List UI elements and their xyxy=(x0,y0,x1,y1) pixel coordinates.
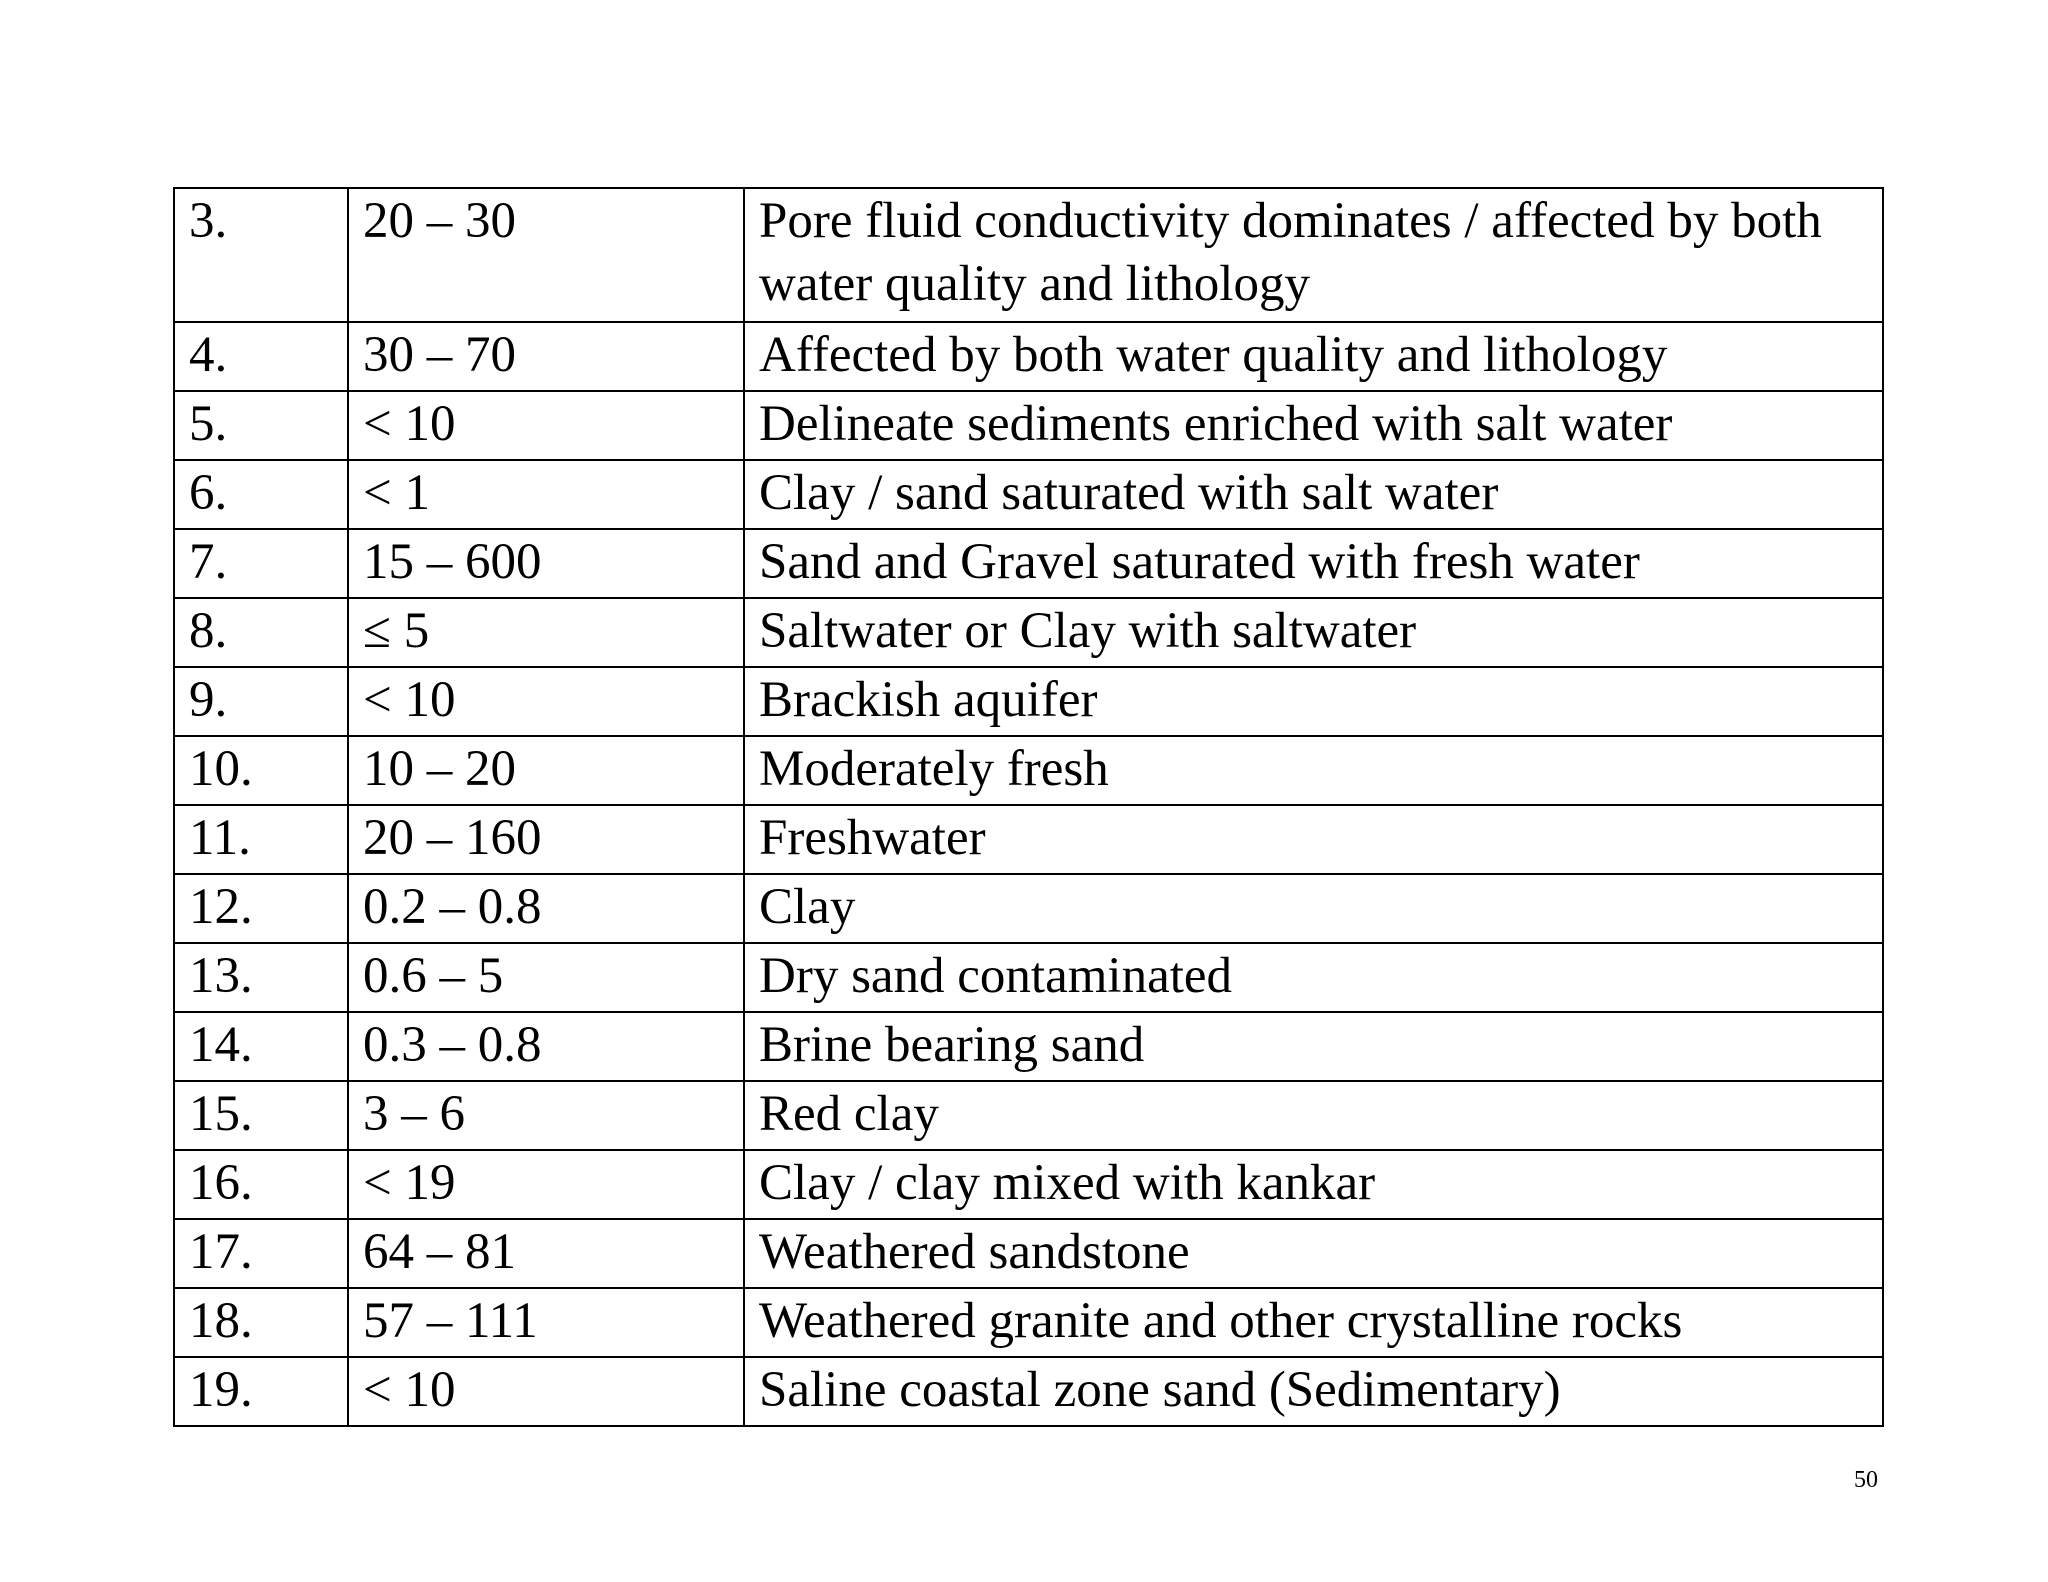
range-cell: < 10 xyxy=(348,391,744,460)
table-row xyxy=(174,1081,1883,1150)
table-row xyxy=(174,322,1883,391)
range-cell: 0.6 – 5 xyxy=(348,943,744,1012)
description-cell: Pore fluid conductivity dominates / affected by both water quality and lithology xyxy=(744,188,1883,322)
row-number-cell: 14. xyxy=(174,1012,348,1081)
row-number-cell: 7. xyxy=(174,529,348,598)
range-cell: 0.2 – 0.8 xyxy=(348,874,744,943)
table-row xyxy=(174,188,1883,322)
description-cell: Clay xyxy=(744,874,1883,943)
table-row xyxy=(174,1012,1883,1081)
description-cell: Delineate sediments enriched with salt water xyxy=(744,391,1883,460)
description-cell: Brackish aquifer xyxy=(744,667,1883,736)
range-cell: < 19 xyxy=(348,1150,744,1219)
range-cell: 0.3 – 0.8 xyxy=(348,1012,744,1081)
row-number-cell: 3. xyxy=(174,188,348,322)
range-cell: 10 – 20 xyxy=(348,736,744,805)
table-row xyxy=(174,1357,1883,1426)
description-cell: Weathered granite and other crystalline rocks xyxy=(744,1288,1883,1357)
description-cell: Dry sand contaminated xyxy=(744,943,1883,1012)
description-cell: Sand and Gravel saturated with fresh water xyxy=(744,529,1883,598)
row-number-cell: 4. xyxy=(174,322,348,391)
table-row xyxy=(174,1219,1883,1288)
description-cell: Clay / sand saturated with salt water xyxy=(744,460,1883,529)
row-number-cell: 10. xyxy=(174,736,348,805)
range-cell: 20 – 30 xyxy=(348,188,744,322)
range-cell: 15 – 600 xyxy=(348,529,744,598)
range-cell: 64 – 81 xyxy=(348,1219,744,1288)
row-number-cell: 15. xyxy=(174,1081,348,1150)
row-number-cell: 5. xyxy=(174,391,348,460)
table-row xyxy=(174,943,1883,1012)
row-number-cell: 13. xyxy=(174,943,348,1012)
range-cell: < 1 xyxy=(348,460,744,529)
row-number-cell: 17. xyxy=(174,1219,348,1288)
description-cell: Weathered sandstone xyxy=(744,1219,1883,1288)
row-number-cell: 8. xyxy=(174,598,348,667)
table-row xyxy=(174,598,1883,667)
range-cell: 3 – 6 xyxy=(348,1081,744,1150)
range-cell: ≤ 5 xyxy=(348,598,744,667)
description-cell: Red clay xyxy=(744,1081,1883,1150)
table-row xyxy=(174,529,1883,598)
row-number-cell: 6. xyxy=(174,460,348,529)
row-number-cell: 12. xyxy=(174,874,348,943)
table-row xyxy=(174,805,1883,874)
description-cell: Affected by both water quality and lithology xyxy=(744,322,1883,391)
range-cell: 20 – 160 xyxy=(348,805,744,874)
table-row xyxy=(174,460,1883,529)
table-row xyxy=(174,1288,1883,1357)
description-cell: Moderately fresh xyxy=(744,736,1883,805)
table-row xyxy=(174,391,1883,460)
row-number-cell: 9. xyxy=(174,667,348,736)
range-cell: < 10 xyxy=(348,1357,744,1426)
description-cell: Freshwater xyxy=(744,805,1883,874)
description-cell: Saline coastal zone sand (Sedimentary) xyxy=(744,1357,1883,1426)
row-number-cell: 11. xyxy=(174,805,348,874)
range-cell: 57 – 111 xyxy=(348,1288,744,1357)
range-cell: 30 – 70 xyxy=(348,322,744,391)
description-cell: Saltwater or Clay with saltwater xyxy=(744,598,1883,667)
row-number-cell: 18. xyxy=(174,1288,348,1357)
table-row xyxy=(174,874,1883,943)
table-row xyxy=(174,1150,1883,1219)
row-number-cell: 19. xyxy=(174,1357,348,1426)
table-body xyxy=(174,188,1883,1426)
table-row xyxy=(174,667,1883,736)
data-table xyxy=(173,187,1884,1427)
page-number: 50 xyxy=(1854,1467,1878,1493)
range-cell: < 10 xyxy=(348,667,744,736)
description-cell: Clay / clay mixed with kankar xyxy=(744,1150,1883,1219)
description-cell: Brine bearing sand xyxy=(744,1012,1883,1081)
row-number-cell: 16. xyxy=(174,1150,348,1219)
table-row xyxy=(174,736,1883,805)
